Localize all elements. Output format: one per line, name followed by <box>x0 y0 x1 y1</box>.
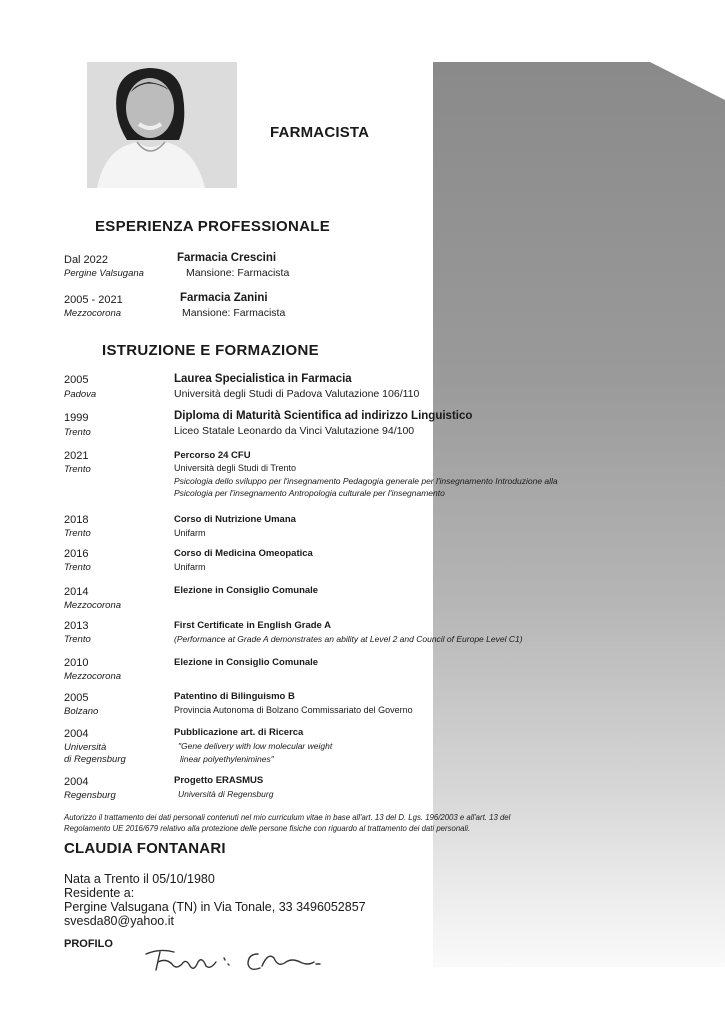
education-date: 2021 <box>64 450 89 462</box>
education-detail: Università di Regensburg <box>178 789 274 799</box>
education-detail: Unifarm <box>174 562 206 572</box>
experience-date: 2005 - 2021 <box>64 294 123 306</box>
education-date: 2018 <box>64 514 89 526</box>
profile-label: PROFILO <box>64 938 113 950</box>
education-detail: Unifarm <box>174 528 206 538</box>
education-title: Percorso 24 CFU <box>174 450 251 461</box>
residence-label: Residente a: <box>64 886 135 900</box>
education-detail: Università degli Studi di Trento <box>174 463 297 473</box>
experience-date: Dal 2022 <box>64 254 109 266</box>
experience-place: Mezzocorona <box>64 308 122 319</box>
education-detail: (Performance at Grade A demonstrates an ability at Level 2 and Council of Europe Level C1) <box>174 634 523 644</box>
privacy-line: Regolamento UE 2016/679 relativo alla protezione delle persone fisiche con riguardo al trattamento dei dati personali. <box>64 824 471 833</box>
education-date: 2005 <box>64 692 89 704</box>
education-title: Corso di Nutrizione Umana <box>174 514 296 525</box>
profession-title: FARMACISTA <box>270 124 370 141</box>
education-title: Diploma di Maturità Scientifica ad indirizzo Linguistico <box>174 410 473 422</box>
education-title: Laurea Specialistica in Farmacia <box>174 373 352 385</box>
education-place: Bolzano <box>64 706 99 717</box>
birth-info: Nata a Trento il 05/10/1980 <box>64 872 215 886</box>
experience-employer: Farmacia Zanini <box>180 292 268 304</box>
education-title: Progetto ERASMUS <box>174 775 264 786</box>
education-detail: Provincia Autonoma di Bolzano Commissariato del Governo <box>174 705 413 715</box>
education-place: Università <box>64 742 107 753</box>
experience-place: Pergine Valsugana <box>64 268 144 279</box>
education-place: Mezzocorona <box>64 671 122 682</box>
education-title: Elezione in Consiglio Comunale <box>174 657 319 668</box>
scan-band-corner <box>650 62 725 100</box>
education-date: 1999 <box>64 412 89 424</box>
education-title: First Certificate in English Grade A <box>174 620 331 631</box>
profile-photo <box>87 62 237 188</box>
education-date: 2016 <box>64 548 89 560</box>
person-name: CLAUDIA FONTANARI <box>64 840 226 857</box>
education-title: Elezione in Consiglio Comunale <box>174 585 319 596</box>
education-section-title: ISTRUZIONE E FORMAZIONE <box>102 342 319 359</box>
education-place: Regensburg <box>64 790 116 801</box>
education-detail-line: Psicologia dello sviluppo per l'insegnamento Pedagogia generale per l'insegnamento Introduzione alla <box>174 476 558 486</box>
education-date: 2004 <box>64 728 89 740</box>
education-place: Trento <box>64 528 91 539</box>
education-date: 2004 <box>64 776 89 788</box>
education-date: 2005 <box>64 374 89 386</box>
education-place: Trento <box>64 634 91 645</box>
education-detail-line: linear polyethylenimines" <box>180 754 274 764</box>
education-place: Trento <box>64 464 91 475</box>
experience-section-title: ESPERIENZA PROFESSIONALE <box>95 218 331 235</box>
handwritten-signature <box>140 940 330 980</box>
education-date: 2013 <box>64 620 89 632</box>
email: svesda80@yahoo.it <box>64 914 174 928</box>
education-place: Trento <box>64 562 91 573</box>
education-place-line: di Regensburg <box>64 754 126 765</box>
education-detail-line: Psicologia per l'insegnamento Antropologia culturale per l'insegnamento <box>174 488 445 498</box>
experience-employer: Farmacia Crescini <box>177 252 277 264</box>
education-detail: Liceo Statale Leonardo da Vinci Valutazione 94/100 <box>174 425 415 437</box>
education-detail: Università degli Studi di Padova Valutazione 106/110 <box>174 388 420 400</box>
experience-role: Mansione: Farmacista <box>186 267 290 279</box>
education-place: Padova <box>64 389 97 400</box>
education-place: Mezzocorona <box>64 600 122 611</box>
education-detail: "Gene delivery with low molecular weight <box>178 741 333 751</box>
education-title: Pubblicazione art. di Ricerca <box>174 727 304 738</box>
education-date: 2014 <box>64 586 89 598</box>
experience-role: Mansione: Farmacista <box>182 307 286 319</box>
education-title: Corso di Medicina Omeopatica <box>174 548 313 559</box>
privacy-consent <box>64 812 510 834</box>
education-date: 2010 <box>64 657 89 669</box>
address: Pergine Valsugana (TN) in Via Tonale, 33 3496052857 <box>64 900 366 914</box>
education-title: Patentino di Bilinguismo B <box>174 691 295 702</box>
education-place: Trento <box>64 427 91 438</box>
privacy-line: Autorizzo il trattamento dei dati personali contenuti nel mio curriculum vitae in base all'art. 13 del D. Lgs. 196/2003 e all'art. 13 del <box>64 813 511 822</box>
